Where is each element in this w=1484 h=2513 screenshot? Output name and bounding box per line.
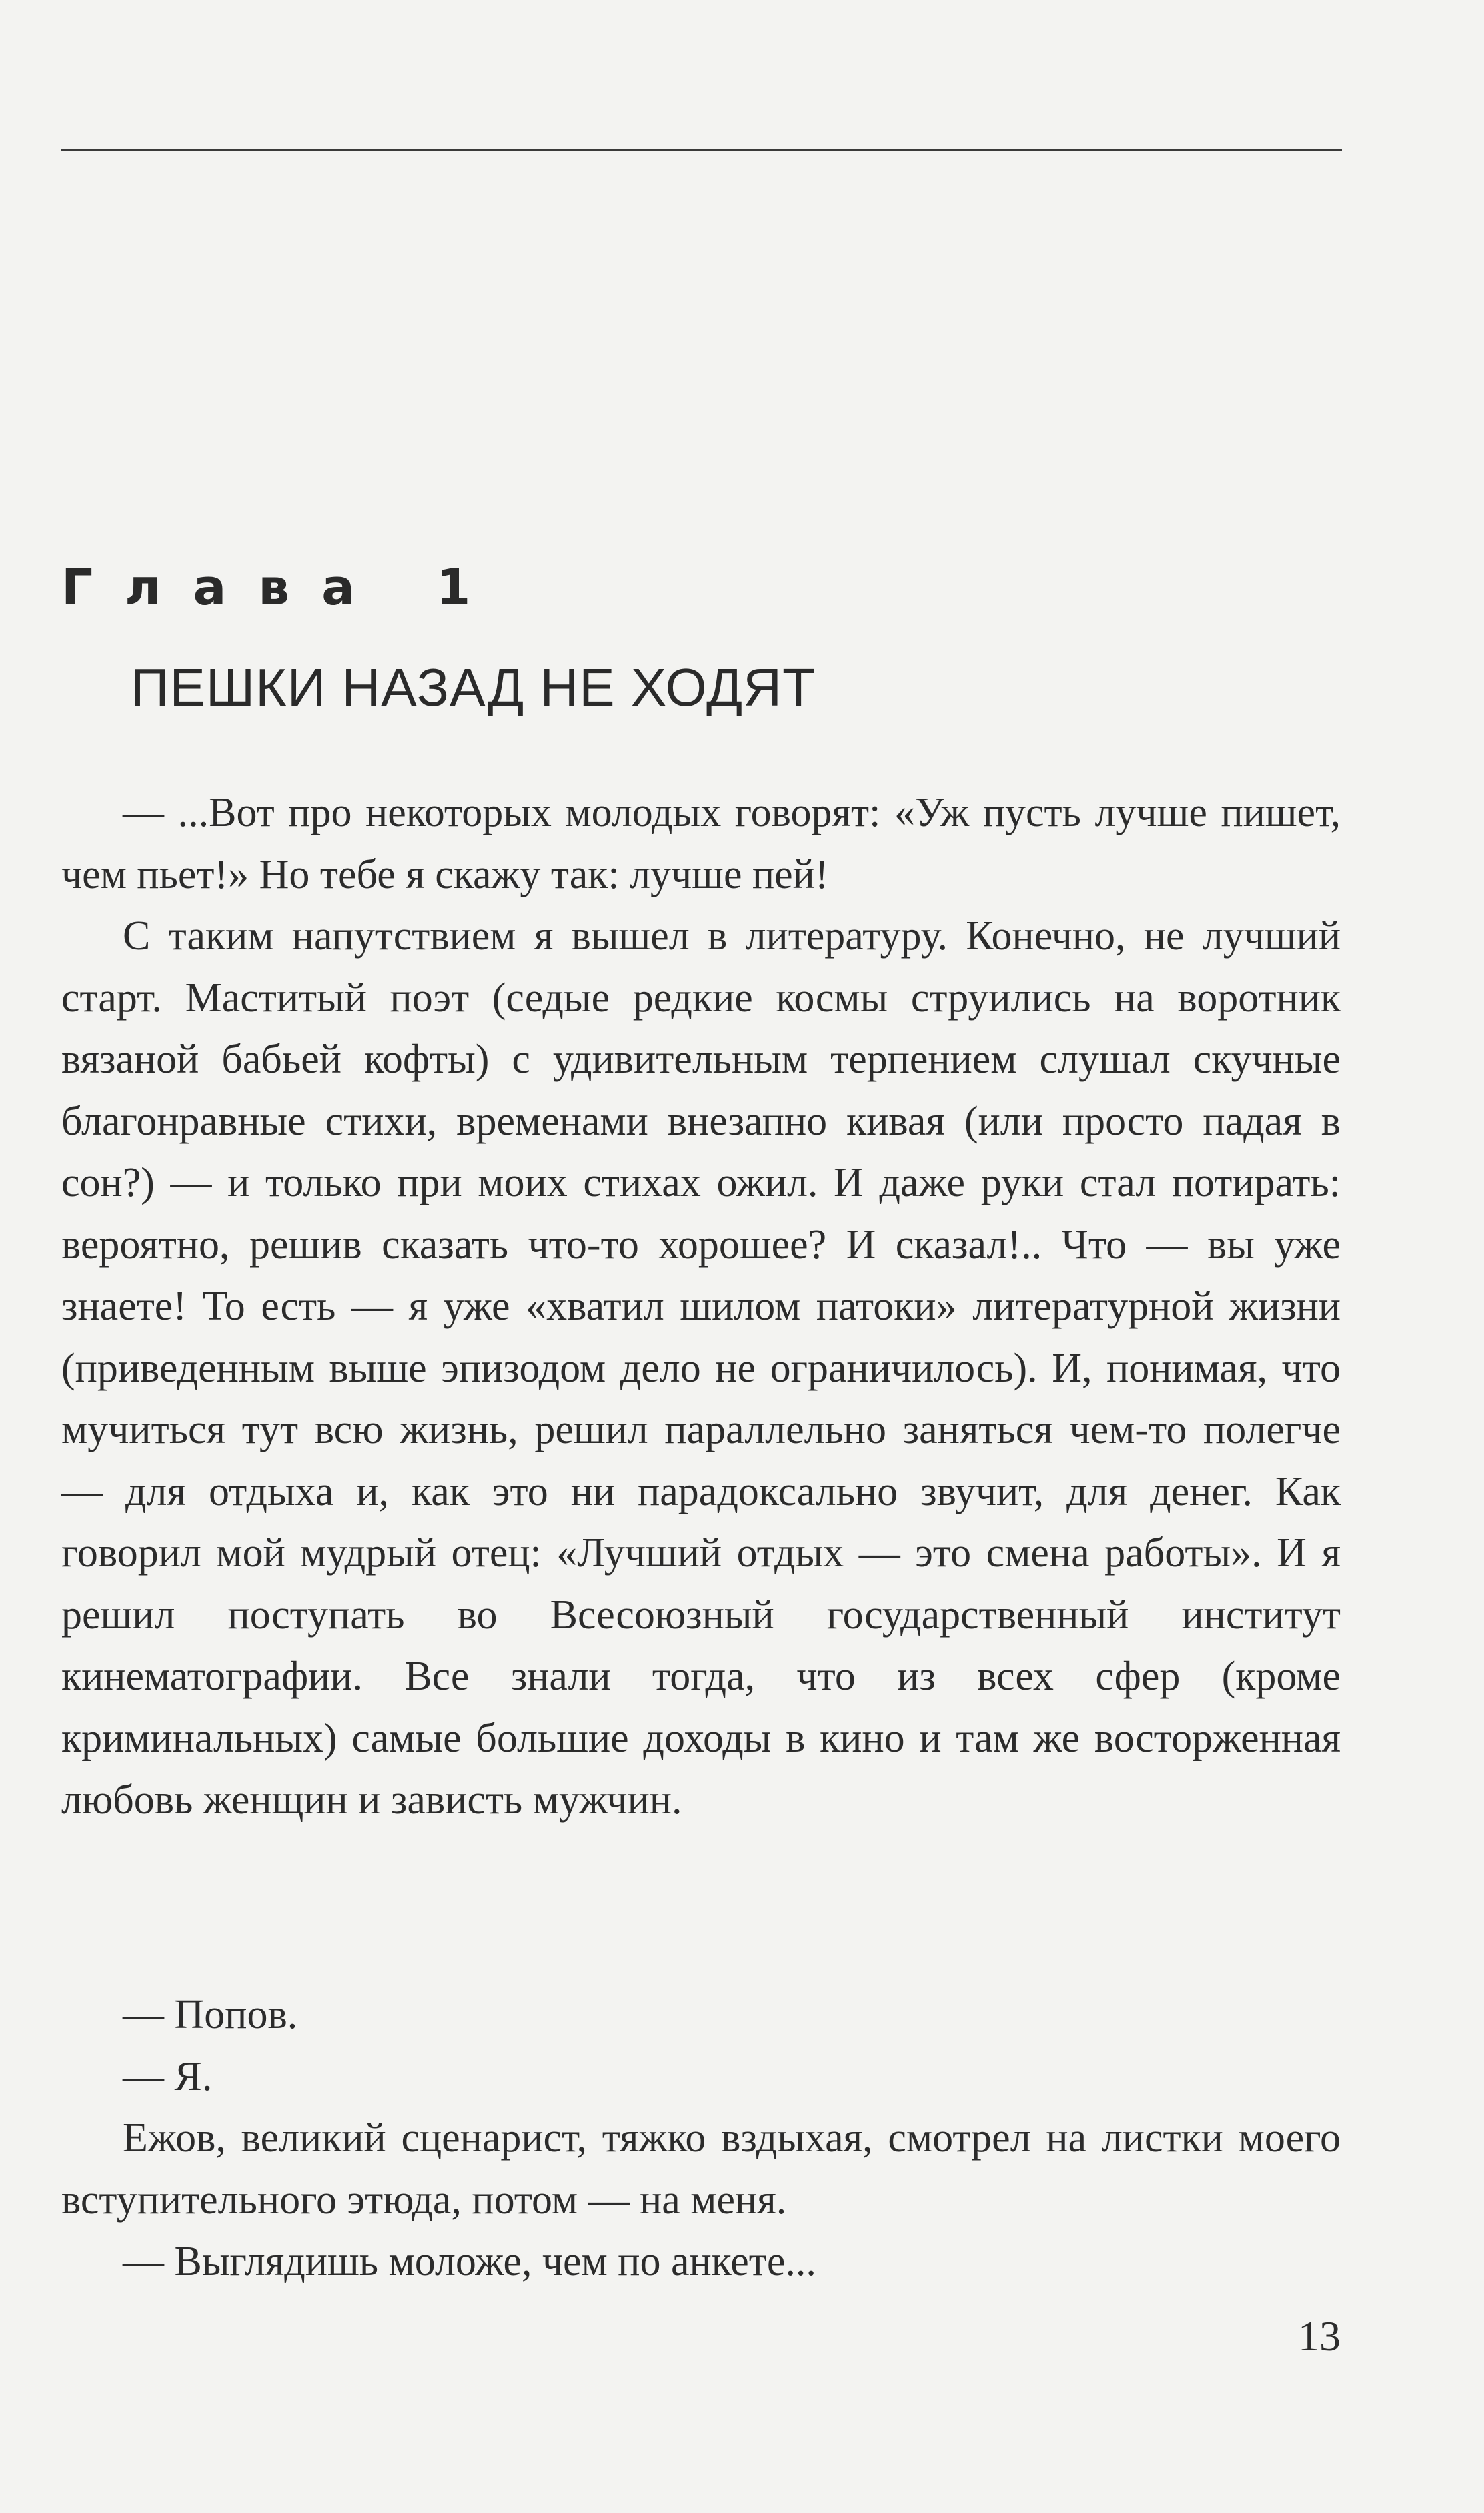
paragraph: С таким напутствием я вышел в литературу. Конечно, не лучший старт. Маститый поэт (седые редкие космы струились на воротник вязаной бабьей кофты) с удивительным терпением слушал скучные благонравные стихи, временами внезапно кивая (или просто падая в сон?) — и только при моих стихах ожил. И даже руки стал потирать: вероятно, решив сказать что-то хорошее? И сказал!.. Что — вы уже знаете! То есть — я уже «хватил шилом патоки» литературной жизни (приведенным выше эпизодом дело не ограничилось). И, понимая, что мучиться тут всю жизнь, решил параллельно заняться чем-то полегче — для отдыха и, как это ни парадоксально звучит, для денег. Как говорил мой мудрый отец: «Лучший отдых — это смена работы». И я решил поступать во Всесоюзный государственный институт кинематографии. Все знали тогда, что из всех сфер (кроме криминальных) самые большие доходы в кино и там же восторженная любовь женщин и зависть мужчин.	[61, 913, 1341, 1823]
paragraph: — Я.	[123, 2053, 213, 2099]
chapter-label: Глава 1	[61, 559, 503, 616]
page-number: 13	[1298, 2312, 1341, 2360]
paragraph: — Выглядишь моложе, чем по анкете...	[123, 2239, 816, 2284]
paragraph: — Попов.	[123, 1992, 298, 2037]
paragraph: — ...Вот про некоторых молодых говорят: «Уж пусть лучше пишет, чем пьет!» Но тебе я скажу так: лучше пей!	[61, 790, 1341, 897]
chapter-title: ПЕШКИ НАЗАД НЕ ХОДЯТ	[131, 658, 816, 717]
paragraph: Ежов, великий сценарист, тяжко вздыхая, смотрел на листки моего вступительного этюда, потом — на меня.	[61, 2115, 1341, 2223]
text-block-main	[61, 782, 1341, 1831]
header-rule	[61, 149, 1342, 151]
text-block-dialogue	[61, 1984, 1341, 2293]
